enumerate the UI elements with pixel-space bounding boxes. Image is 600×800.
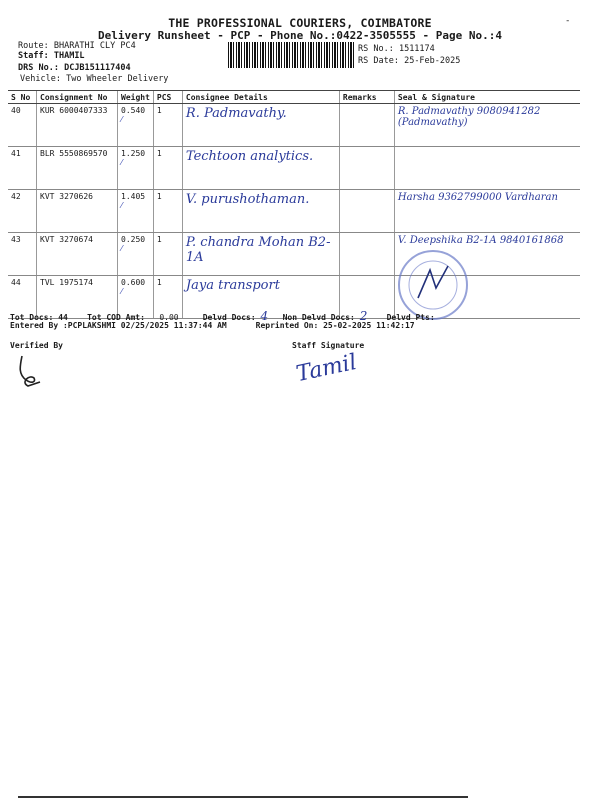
staff-signature-label: Staff Signature xyxy=(292,341,365,350)
cell-consignee: V. purushothaman. xyxy=(182,190,339,233)
route-line xyxy=(18,41,136,51)
tot-cod-label: Tot COD Amt: xyxy=(87,313,145,322)
cell-sno: 44 xyxy=(8,276,37,319)
col-pcs: PCS xyxy=(153,91,182,104)
drs-value: DCJB151117404 xyxy=(64,63,131,73)
cell-consignment: KVT 3270626 xyxy=(37,190,118,233)
col-sno: S No xyxy=(8,91,37,104)
weight-value: 0.540 xyxy=(121,106,146,115)
weight-value: 0.250 xyxy=(121,235,146,244)
weight-value: 1.405 xyxy=(121,192,146,201)
non-delvd-hand: 2 xyxy=(359,309,368,323)
cell-seal: Harsha 9362799000 Vardharan xyxy=(394,190,580,233)
table-row xyxy=(8,104,580,147)
cell-remarks xyxy=(339,147,394,190)
cell-sno: 42 xyxy=(8,190,37,233)
table-row xyxy=(8,233,580,276)
cell-consignee: Jaya transport xyxy=(182,276,339,319)
col-consignee: Consignee Details xyxy=(182,91,339,104)
cell-sno: 40 xyxy=(8,104,37,147)
col-weight: Weight xyxy=(118,91,154,104)
staff-signature-hand: Tamil xyxy=(294,349,359,388)
runsheet-table xyxy=(8,90,580,319)
tick-mark: ⁄ xyxy=(121,244,123,253)
cell-seal: R. Padmavathy 9080941282 (Padmavathy) xyxy=(394,104,580,147)
cell-weight xyxy=(118,233,154,276)
cell-pcs: 1 xyxy=(153,147,182,190)
verified-signature-mark xyxy=(10,352,50,392)
cell-pcs: 1 xyxy=(153,276,182,319)
cell-seal xyxy=(394,147,580,190)
route-value: BHARATHI CLY PC4 xyxy=(53,41,136,51)
delvd-pts-label: Delvd Pts: xyxy=(386,313,435,322)
staff-value: THAMIL xyxy=(53,51,85,61)
staff-line xyxy=(18,51,85,61)
tick-mark: ⁄ xyxy=(121,115,123,124)
vehicle-line xyxy=(20,74,168,84)
weight-value: 1.250 xyxy=(121,149,146,158)
tick-mark: ⁄ xyxy=(121,287,123,296)
entered-by-value: PCPLAKSHMI 02/25/2025 11:37:44 AM xyxy=(67,321,227,330)
entered-by-label: Entered By : xyxy=(10,321,68,330)
rs-date-line xyxy=(358,56,460,66)
cell-consignment: KVT 3270674 xyxy=(37,233,118,276)
tot-docs-value: 44 xyxy=(58,313,68,322)
weight-value: 0.600 xyxy=(121,278,146,287)
drs-line xyxy=(18,63,131,73)
vehicle-value: Two Wheeler Delivery xyxy=(66,74,169,84)
cell-pcs: 1 xyxy=(153,233,182,276)
entered-line xyxy=(10,321,590,330)
vehicle-label: Vehicle: xyxy=(20,74,61,84)
cell-consignee: P. chandra Mohan B2-1A xyxy=(182,233,339,276)
rs-no-line xyxy=(358,44,435,54)
tot-cod-value: 0.00 xyxy=(159,313,179,322)
cell-pcs: 1 xyxy=(153,104,182,147)
cell-consignment: BLR 5550869570 xyxy=(37,147,118,190)
cell-consignment: KUR 6000407333 xyxy=(37,104,118,147)
table-header-row xyxy=(8,91,580,104)
cell-remarks xyxy=(339,190,394,233)
cell-remarks xyxy=(339,104,394,147)
tick-mark: ⁄ xyxy=(121,201,123,210)
verified-by-label: Verified By xyxy=(10,341,63,350)
rs-date-label: RS Date: xyxy=(358,56,399,66)
tick-mark: ⁄ xyxy=(121,158,123,167)
cell-pcs: 1 xyxy=(153,190,182,233)
cell-sno: 41 xyxy=(8,147,37,190)
cell-remarks xyxy=(339,233,394,276)
cell-weight xyxy=(118,190,154,233)
company-title: THE PROFESSIONAL COURIERS, COIMBATORE xyxy=(168,16,432,30)
reprinted-value: 25-02-2025 11:42:17 xyxy=(323,321,415,330)
barcode xyxy=(228,42,354,68)
cell-weight xyxy=(118,104,154,147)
corner-mark: - xyxy=(565,16,571,26)
col-seal: Seal & Signature xyxy=(394,91,580,104)
table-row xyxy=(8,147,580,190)
col-remarks: Remarks xyxy=(339,91,394,104)
cell-consignment: TVL 1975174 xyxy=(37,276,118,319)
delvd-docs-hand: 4 xyxy=(260,309,269,323)
drs-label: DRS No.: xyxy=(18,63,59,73)
cell-seal: V. Deepshika B2-1A 9840161868 xyxy=(394,233,580,276)
non-delvd-label: Non Delvd Docs: xyxy=(282,313,355,322)
scan-edge-line xyxy=(18,796,468,798)
cell-sno: 43 xyxy=(8,233,37,276)
rs-no-label: RS No.: xyxy=(358,44,394,54)
route-label: Route: xyxy=(18,41,49,51)
reprinted-label: Reprinted On: xyxy=(255,321,319,330)
cell-consignee: Techtoon analytics. xyxy=(182,147,339,190)
delvd-docs-label: Delvd Docs: xyxy=(202,313,256,322)
runsheet-subtitle: Delivery Runsheet - PCP - Phone No.:0422-3505555 - Page No.:4 xyxy=(98,29,502,42)
cell-consignee: R. Padmavathy. xyxy=(182,104,339,147)
cell-weight xyxy=(118,147,154,190)
table-row xyxy=(8,190,580,233)
rs-date-value: 25-Feb-2025 xyxy=(404,56,461,66)
tot-docs-label: Tot Docs: xyxy=(10,313,54,322)
staff-label: Staff: xyxy=(18,51,49,61)
rs-no-value: 1511174 xyxy=(398,44,435,54)
col-consignment: Consignment No xyxy=(37,91,118,104)
